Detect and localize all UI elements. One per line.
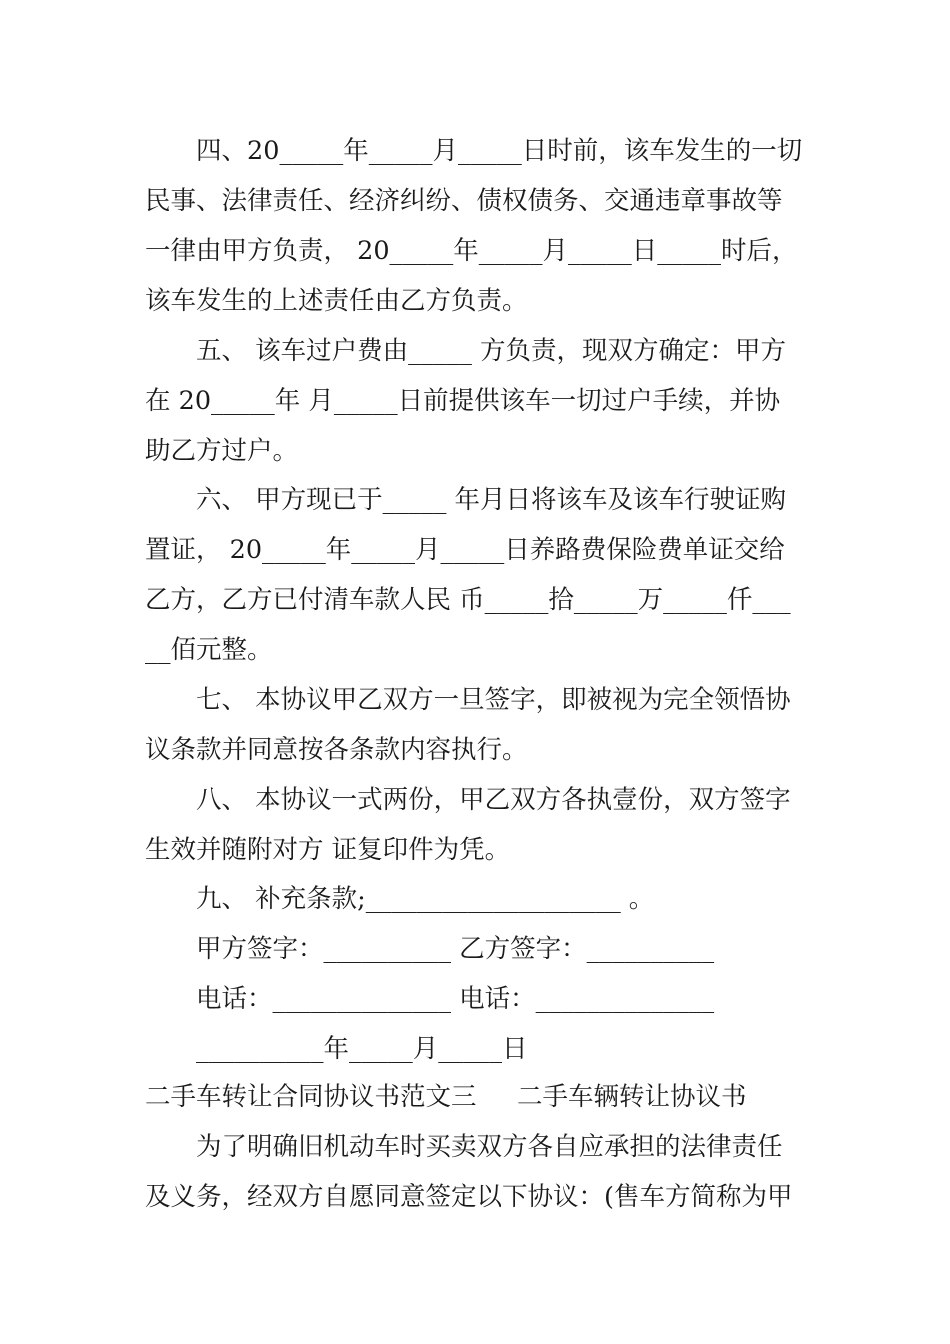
phone-line: 电话：______________ 电话：______________ — [196, 984, 715, 1014]
clause-7-line-1: 七、 本协议甲乙双方一旦签字，即被视为完全领悟协 — [196, 685, 791, 715]
section-heading: 二手车转让合同协议书范文三 二手车辆转让协议书 — [145, 1082, 747, 1112]
clause-5-line-3: 助乙方过户。 — [145, 436, 299, 466]
clause-4-line-3: 一律由甲方负责， 20_____年_____月_____日_____时后， — [145, 236, 798, 266]
clause-8-line-1: 八、 本协议一式两份，甲乙双方各执壹份，双方签字 — [196, 785, 791, 815]
clause-6-line-1: 六、 甲方现已于_____ 年月日将该车及该车行驶证购 — [196, 485, 786, 515]
clause-6-line-3: 乙方，乙方已付清车款人民 币_____拾_____万_____仟___ — [145, 585, 791, 615]
clause-5-line-2: 在 20_____年 月_____日前提供该车一切过户手续，并协 — [145, 386, 781, 416]
clause-8-line-2: 生效并随附对方 证复印件为凭。 — [145, 835, 511, 865]
clause-9-supplementary: 九、 补充条款;____________________ 。 — [196, 884, 655, 914]
clause-6-line-4: __佰元整。 — [145, 635, 273, 665]
clause-5-line-1: 五、 该车过户费由_____ 方负责，现双方确定：甲方 — [196, 336, 786, 366]
signature-line: 甲方签字：__________ 乙方签字：__________ — [196, 934, 715, 964]
clause-6-line-2: 置证， 20_____年_____月_____日养路费保险费单证交给 — [145, 535, 785, 565]
intro-line-1: 为了明确旧机动车时买卖双方各自应承担的法律责任 — [196, 1132, 783, 1162]
intro-line-2: 及义务，经双方自愿同意签定以下协议：(售车方简称为甲 — [145, 1182, 793, 1212]
clause-4-line-2: 民事、法律责任、经济纠纷、债权债务、交通违章事故等 — [145, 186, 783, 216]
clause-4-line-4: 该车发生的上述责任由乙方负责。 — [145, 286, 528, 316]
clause-4-line-1: 四、20_____年_____月_____日时前，该车发生的一切 — [196, 136, 803, 166]
clause-7-line-2: 议条款并同意按各条款内容执行。 — [145, 735, 528, 765]
date-line: __________年_____月_____日 — [196, 1034, 528, 1064]
